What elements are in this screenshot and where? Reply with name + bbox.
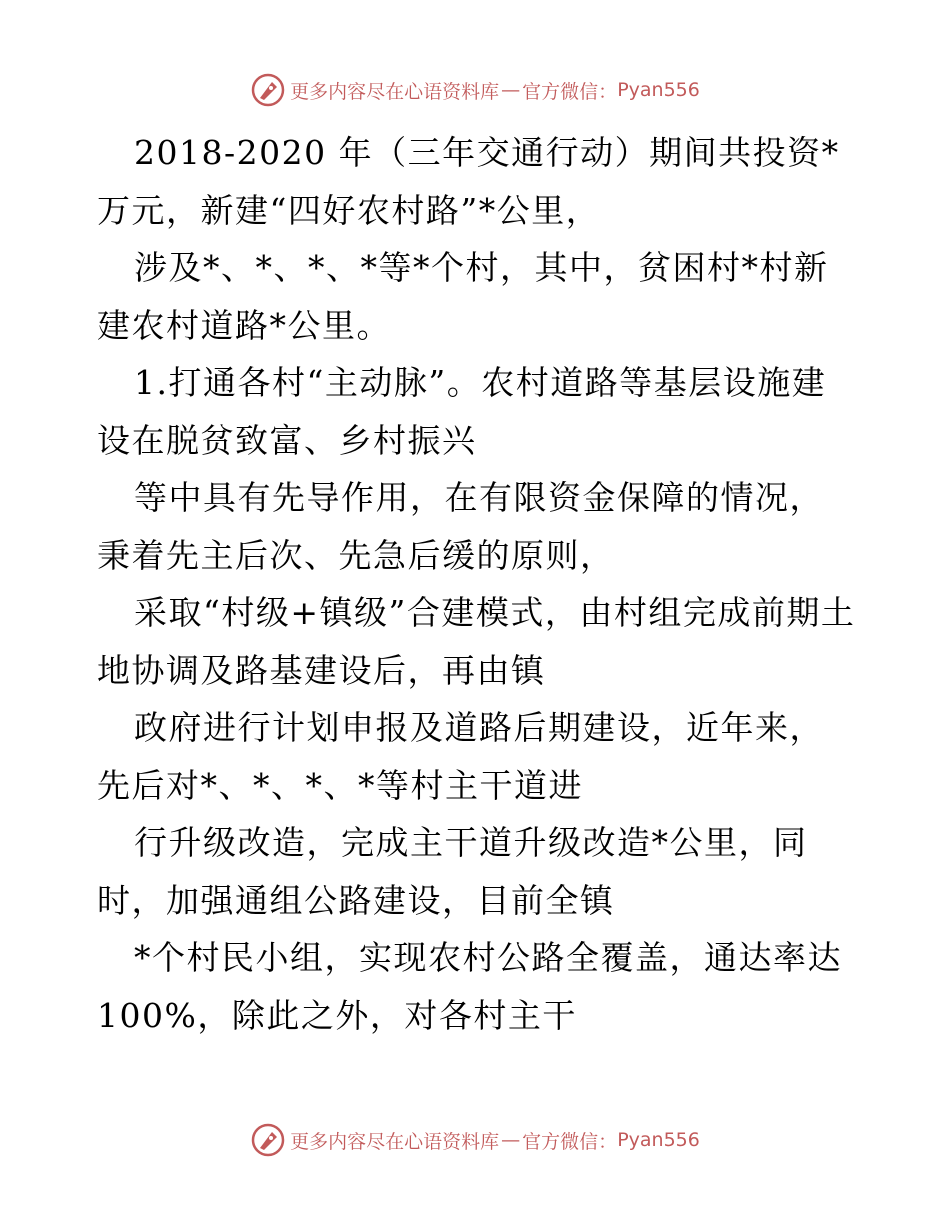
banner-suffix: 官方微信： — [522, 80, 618, 103]
paragraph: 2018-2020 年（三年交通行动）期间共投资*万元，新建“四好农村路”*公里， — [97, 133, 840, 230]
banner-wechat-id: Pyan556 — [617, 1129, 700, 1151]
banner-wechat-id: Pyan556 — [617, 79, 700, 101]
paragraph: 采取“村级+镇级”合建模式，由村组完成前期土地协调及路基建设后，再由镇 — [97, 593, 856, 690]
footer-banner — [0, 1120, 950, 1160]
banner-suffix: 官方微信： — [522, 1130, 618, 1153]
banner-text: 更多内容尽在心语资料库 — [290, 1130, 500, 1153]
banner-dash: — — [501, 79, 521, 101]
paragraph: 行升级改造，完成主干道升级改造*公里，同时，加强通组公路建设，目前全镇 — [97, 823, 808, 920]
paragraph: 等中具有先导作用，在有限资金保障的情况，秉着先主后次、先急后缓的原则， — [97, 478, 824, 575]
paragraph: 涉及*、*、*、*等*个村，其中，贫困村*村新建农村道路*公里。 — [97, 248, 829, 345]
pen-nib-logo-icon — [250, 72, 286, 108]
banner-text: 更多内容尽在心语资料库 — [290, 80, 500, 103]
banner-dash: — — [501, 1129, 521, 1151]
paragraph: 1.打通各村“主动脉”。农村道路等基层设施建设在脱贫致富、乡村振兴 — [97, 363, 827, 460]
header-banner — [0, 70, 950, 110]
paragraph: *个村民小组，实现农村公路全覆盖，通达率达100%，除此之外，对各村主干 — [97, 938, 842, 1035]
paragraph: 政府进行计划申报及道路后期建设，近年来，先后对*、*、*、*等村主干道进 — [97, 708, 824, 805]
document-body — [97, 124, 857, 1044]
pen-nib-logo-icon — [250, 1122, 286, 1158]
